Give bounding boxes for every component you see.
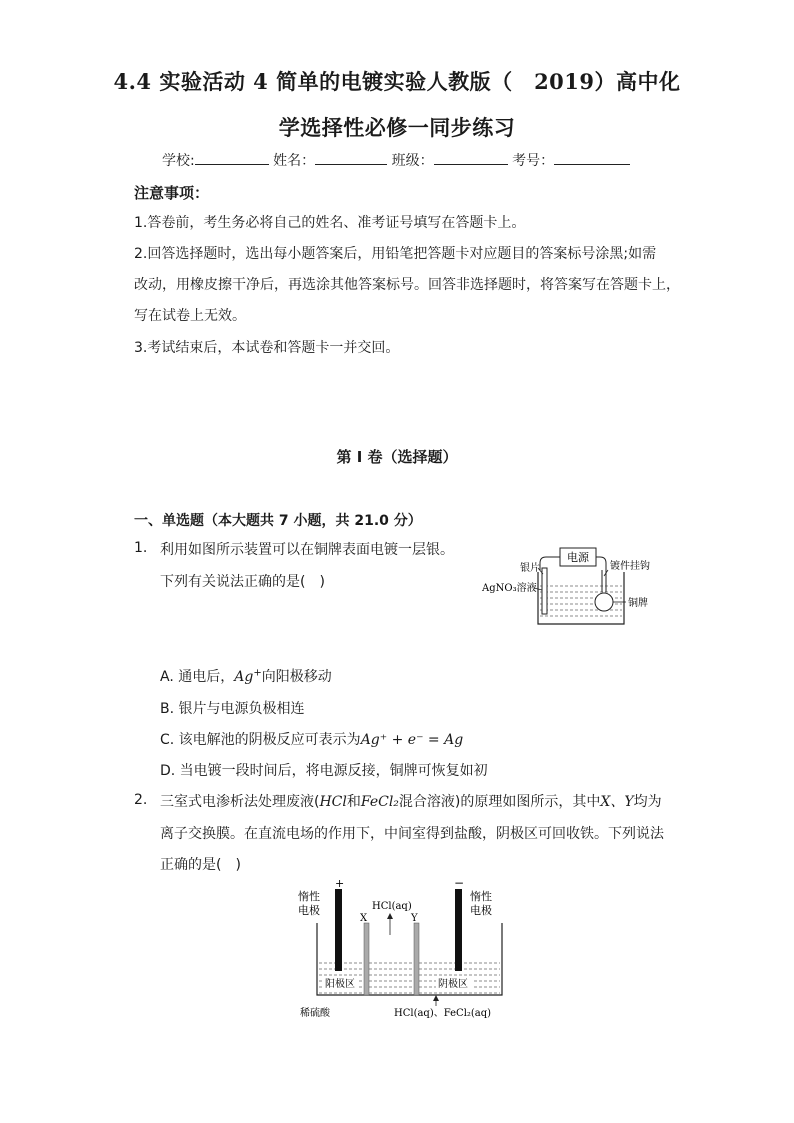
left-electrode-label-2: 电极 xyxy=(298,904,320,917)
copper-plate xyxy=(595,593,613,611)
note-item-1: 1.答卷前，考生务必将自己的姓名、准考证号填写在答题卡上。 xyxy=(134,215,526,231)
q1-option-b[interactable]: B. 银片与电源负极相连 xyxy=(160,701,305,717)
q1-stem-line1: 利用如图所示装置可以在铜牌表面电镀一层银。 xyxy=(160,542,454,558)
q2-fecl2: FeCl₂ xyxy=(360,794,399,810)
option-a-suffix: 向阳极移动 xyxy=(261,669,332,685)
notes-heading: 注意事项： xyxy=(134,184,210,202)
left-solution-label: 稀硫酸 xyxy=(300,1008,330,1019)
power-label: 电源 xyxy=(567,551,589,564)
name-blank[interactable] xyxy=(315,150,387,165)
right-wire xyxy=(596,557,606,570)
number-label: 考号： xyxy=(512,153,555,169)
option-c-formula: Ag⁺ + e⁻ = Ag xyxy=(360,732,464,748)
q1-electroplating-figure xyxy=(480,540,660,630)
option-a-sup: + xyxy=(253,667,262,679)
q2-electrodialysis-figure xyxy=(290,875,520,1025)
class-label: 班级： xyxy=(391,153,434,169)
info-line xyxy=(162,150,630,170)
silver-plate xyxy=(542,568,547,614)
q1-stem-line2: 下列有关说法正确的是( ) xyxy=(160,574,325,590)
q2-hcl: HCl xyxy=(319,794,347,810)
document-title-line2: 学选择性必修一同步练习 xyxy=(278,115,516,140)
right-electrode-label-1: 惰性 xyxy=(470,890,492,903)
option-c-prefix: C. 该电解池的阴极反应可表示为 xyxy=(160,732,361,748)
q2-stem-line2: 离子交换膜。在直流电场的作用下，中间室得到盐酸，阴极区可回收铁。下列说法 xyxy=(160,826,664,842)
q1-option-c[interactable] xyxy=(160,729,463,749)
q2-text-c: 混合溶液)的原理如图所示，其中 xyxy=(398,794,601,810)
membrane-x xyxy=(364,923,369,995)
section-title: 一、单选题（本大题共 7 小题，共 21.0 分） xyxy=(134,513,422,529)
q2-stem-line3: 正确的是( ) xyxy=(160,857,241,873)
class-blank[interactable] xyxy=(434,150,508,165)
q1-option-a[interactable] xyxy=(160,666,332,686)
x-label: X xyxy=(360,913,368,924)
left-electrode-label-1: 惰性 xyxy=(298,890,320,903)
name-label: 姓名： xyxy=(273,153,316,169)
part-title: 第 I 卷（选择题） xyxy=(336,448,458,466)
q2-number: 2. xyxy=(134,792,148,808)
minus-sign: − xyxy=(454,876,465,890)
document-title-line1: 4.4 实验活动 4 简单的电镀实验人教版（ 2019）高中化 xyxy=(113,69,681,94)
note-item-3: 3.考试结束后，本试卷和答题卡一并交回。 xyxy=(134,340,400,356)
right-electrode xyxy=(455,889,462,971)
solution-label: AgNO₃溶液 xyxy=(482,583,537,594)
note-item-2: 2.回答选择题时，选出每小题答案后，用铅笔把答题卡对应题目的答案标号涂黑;如需 xyxy=(134,246,657,262)
q2-text-b: 和 xyxy=(346,794,361,810)
school-blank[interactable] xyxy=(195,150,269,165)
option-a-formula: Ag xyxy=(234,669,254,685)
cathode-region-label: 阴极区 xyxy=(438,979,468,990)
q2-stem-line1 xyxy=(160,792,662,812)
plus-sign: + xyxy=(335,877,345,890)
school-label: 学校: xyxy=(162,153,195,169)
copper-label: 铜牌 xyxy=(628,598,648,609)
left-electrode xyxy=(335,889,342,971)
q2-text-a: 三室式电渗析法处理废液( xyxy=(160,794,320,810)
right-solution-label: HCl(aq)、FeCl₂(aq) xyxy=(394,1008,492,1019)
q2-xy: X、Y xyxy=(600,794,634,810)
membrane-y xyxy=(414,923,419,995)
inlet-arrowhead xyxy=(433,995,439,1001)
hcl-out-label: HCl(aq) xyxy=(372,901,412,912)
number-blank[interactable] xyxy=(554,150,630,165)
note-item-2-cont: 改动，用橡皮擦干净后，再选涂其他答案标号。回答非选择题时，将答案写在答题卡上， xyxy=(134,277,680,293)
hook-label: 镀件挂钩 xyxy=(610,561,650,572)
right-electrode-label-2: 电极 xyxy=(470,904,492,917)
option-a-prefix: A. 通电后， xyxy=(160,669,235,685)
q1-number: 1. xyxy=(134,540,148,556)
q2-text-d: 均为 xyxy=(633,794,662,810)
y-label: Y xyxy=(411,913,418,924)
note-item-2-end: 写在试卷上无效。 xyxy=(134,308,246,324)
hcl-out-arrowhead xyxy=(387,913,393,919)
silver-label: 银片 xyxy=(520,563,540,574)
q1-option-d[interactable]: D. 当电镀一段时间后，将电源反接，铜牌可恢复如初 xyxy=(160,763,488,779)
anode-region-label: 阳极区 xyxy=(325,979,355,990)
